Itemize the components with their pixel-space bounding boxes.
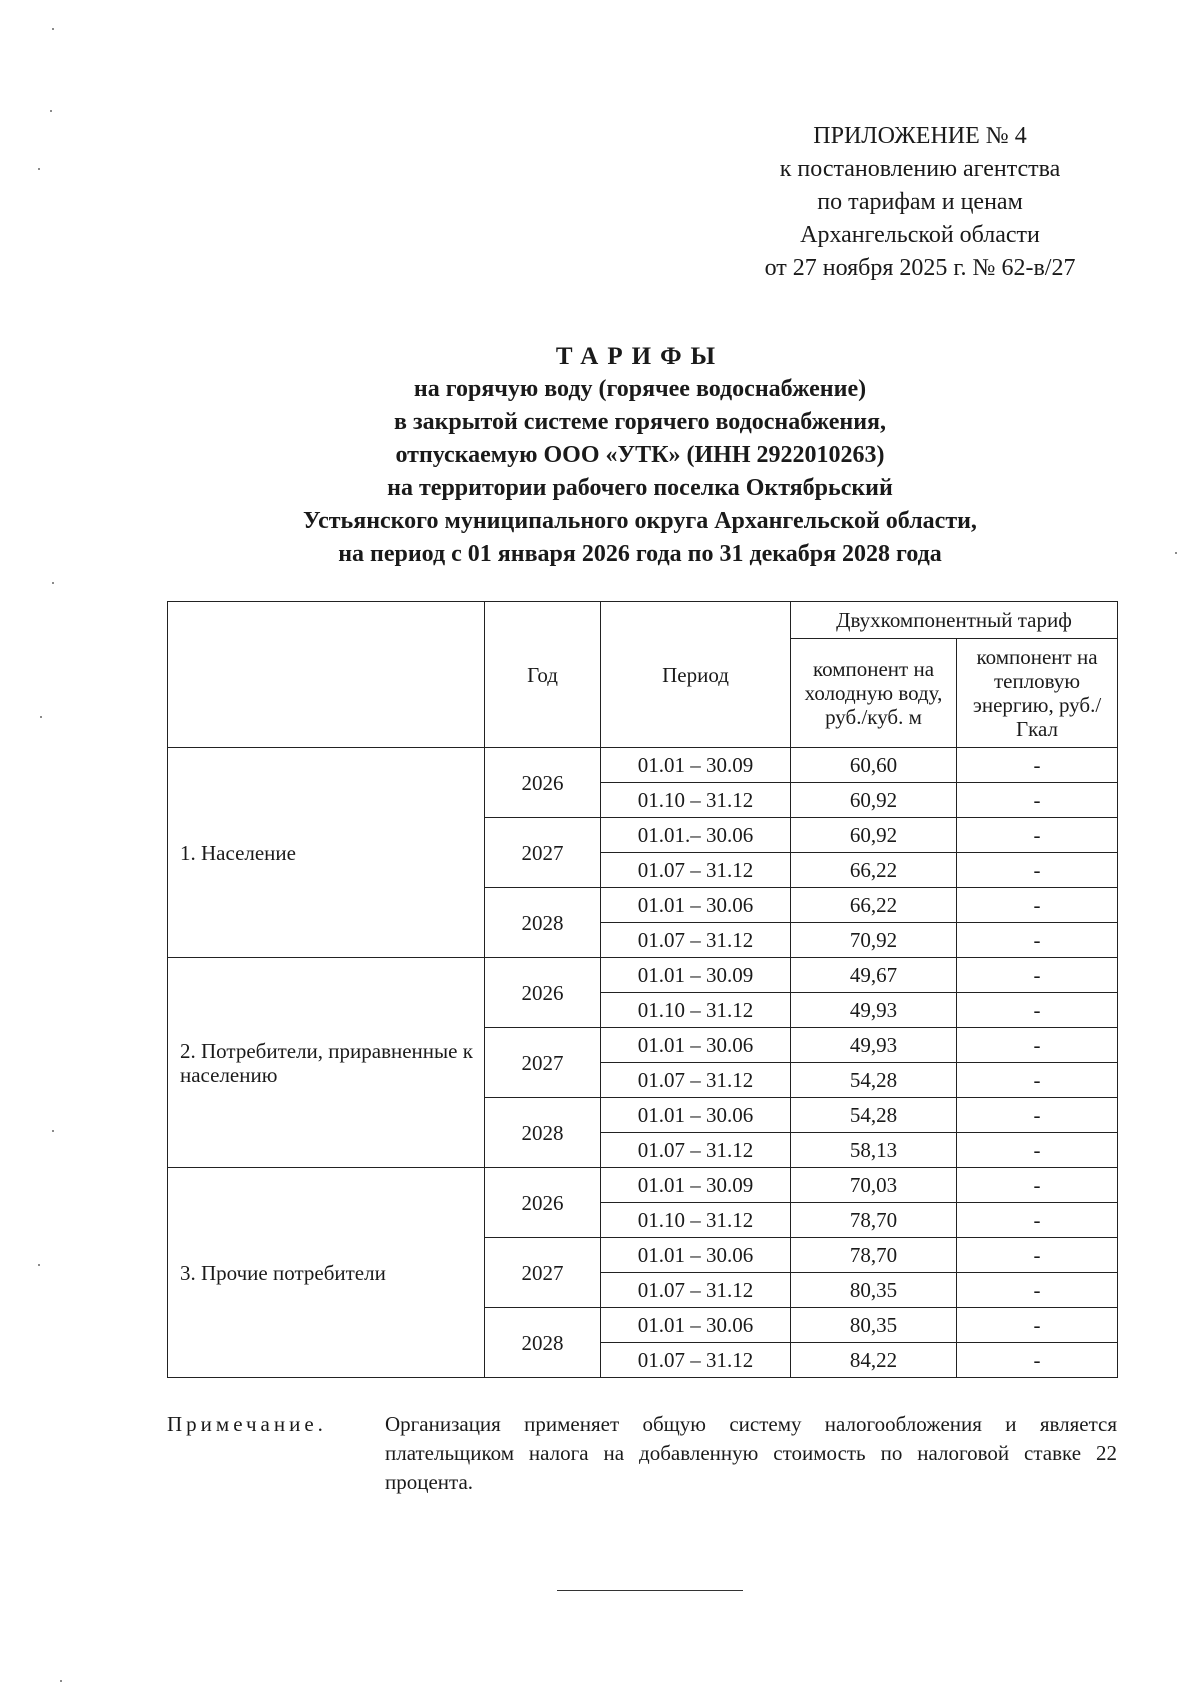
header-group-cell bbox=[168, 602, 485, 748]
appendix-line: от 27 ноября 2025 г. № 62-в/27 bbox=[764, 255, 1076, 281]
scan-speck bbox=[52, 28, 54, 30]
title-line: в закрытой системе горячего водоснабжения, bbox=[393, 409, 887, 435]
cold-water-cell: 78,70 bbox=[791, 1238, 957, 1273]
scan-speck bbox=[52, 1130, 54, 1132]
scan-speck bbox=[1175, 552, 1177, 554]
cold-water-cell: 70,92 bbox=[791, 923, 957, 958]
heat-cell: - bbox=[957, 1238, 1118, 1273]
year-cell: 2027 bbox=[485, 1028, 601, 1098]
period-cell: 01.01 – 30.06 bbox=[601, 1098, 791, 1133]
appendix-line: ПРИЛОЖЕНИЕ № 4 bbox=[813, 123, 1027, 149]
cold-water-cell: 49,93 bbox=[791, 993, 957, 1028]
header-cold-water: компонент на холодную воду, руб./куб. м bbox=[791, 639, 957, 748]
heat-cell: - bbox=[957, 1343, 1118, 1378]
year-cell: 2028 bbox=[485, 1098, 601, 1168]
year-cell: 2026 bbox=[485, 748, 601, 818]
header-year: Год bbox=[485, 602, 601, 748]
year-cell: 2028 bbox=[485, 1308, 601, 1378]
heat-cell: - bbox=[957, 1203, 1118, 1238]
cold-water-cell: 60,60 bbox=[791, 748, 957, 783]
heat-cell: - bbox=[957, 1168, 1118, 1203]
cold-water-cell: 54,28 bbox=[791, 1098, 957, 1133]
document-title bbox=[160, 340, 1120, 571]
cold-water-cell: 54,28 bbox=[791, 1063, 957, 1098]
period-cell: 01.07 – 31.12 bbox=[601, 1063, 791, 1098]
title-line: на горячую воду (горячее водоснабжение) bbox=[413, 376, 867, 402]
cold-water-cell: 66,22 bbox=[791, 853, 957, 888]
appendix-line: по тарифам и ценам bbox=[817, 189, 1023, 215]
year-cell: 2028 bbox=[485, 888, 601, 958]
consumer-group: 1. Население bbox=[168, 748, 485, 958]
header-period: Период bbox=[601, 602, 791, 748]
period-cell: 01.01 – 30.09 bbox=[601, 1168, 791, 1203]
appendix-line: к постановлению агентства bbox=[779, 156, 1061, 182]
title-line: отпускаемую ООО «УТК» (ИНН 2922010263) bbox=[395, 442, 885, 468]
heat-cell: - bbox=[957, 923, 1118, 958]
scan-speck bbox=[40, 716, 42, 718]
period-cell: 01.07 – 31.12 bbox=[601, 853, 791, 888]
title-main: ТАРИФЫ bbox=[555, 343, 725, 370]
scan-speck bbox=[52, 582, 54, 584]
period-cell: 01.07 – 31.12 bbox=[601, 1273, 791, 1308]
cold-water-cell: 58,13 bbox=[791, 1133, 957, 1168]
cold-water-cell: 80,35 bbox=[791, 1273, 957, 1308]
title-line: Устьянского муниципального округа Архангельской области, bbox=[303, 508, 977, 534]
scan-speck bbox=[38, 168, 40, 170]
period-cell: 01.10 – 31.12 bbox=[601, 1203, 791, 1238]
note-text: Организация применяет общую систему налогообложения и является плательщиком налога на добавленную стоимость по налоговой ставке 22 процента. bbox=[385, 1412, 1117, 1494]
period-cell: 01.01 – 30.06 bbox=[601, 1308, 791, 1343]
year-cell: 2026 bbox=[485, 958, 601, 1028]
heat-cell: - bbox=[957, 958, 1118, 993]
period-cell: 01.01 – 30.06 bbox=[601, 888, 791, 923]
header-heat: компонент на тепловую энергию, руб./Гкал bbox=[957, 639, 1118, 748]
period-cell: 01.01.– 30.06 bbox=[601, 818, 791, 853]
heat-cell: - bbox=[957, 853, 1118, 888]
period-cell: 01.01 – 30.06 bbox=[601, 1028, 791, 1063]
heat-cell: - bbox=[957, 1028, 1118, 1063]
cold-water-cell: 60,92 bbox=[791, 818, 957, 853]
title-line: на территории рабочего поселка Октябрьский bbox=[387, 475, 893, 501]
period-cell: 01.10 – 31.12 bbox=[601, 783, 791, 818]
cold-water-cell: 49,67 bbox=[791, 958, 957, 993]
table-row bbox=[168, 748, 1118, 783]
cold-water-cell: 84,22 bbox=[791, 1343, 957, 1378]
scan-speck bbox=[50, 110, 52, 112]
heat-cell: - bbox=[957, 783, 1118, 818]
cold-water-cell: 78,70 bbox=[791, 1203, 957, 1238]
header-two-component: Двухкомпонентный тариф bbox=[791, 602, 1118, 639]
consumer-group: 3. Прочие потребители bbox=[168, 1168, 485, 1378]
appendix-header bbox=[700, 120, 1140, 285]
heat-cell: - bbox=[957, 1063, 1118, 1098]
scan-speck bbox=[38, 1264, 40, 1266]
consumer-group: 2. Потребители, приравненные к населению bbox=[168, 958, 485, 1168]
year-cell: 2027 bbox=[485, 818, 601, 888]
heat-cell: - bbox=[957, 1273, 1118, 1308]
period-cell: 01.01 – 30.06 bbox=[601, 1238, 791, 1273]
table-row bbox=[168, 1168, 1118, 1203]
table-row bbox=[168, 958, 1118, 993]
heat-cell: - bbox=[957, 818, 1118, 853]
period-cell: 01.01 – 30.09 bbox=[601, 958, 791, 993]
heat-cell: - bbox=[957, 1098, 1118, 1133]
cold-water-cell: 60,92 bbox=[791, 783, 957, 818]
cold-water-cell: 80,35 bbox=[791, 1308, 957, 1343]
title-line: на период с 01 января 2026 года по 31 декабря 2028 года bbox=[338, 541, 942, 567]
tariff-table-body bbox=[168, 748, 1118, 1378]
period-cell: 01.01 – 30.09 bbox=[601, 748, 791, 783]
year-cell: 2026 bbox=[485, 1168, 601, 1238]
heat-cell: - bbox=[957, 1133, 1118, 1168]
scan-speck bbox=[60, 1680, 62, 1682]
note-label: Примечание. bbox=[167, 1412, 327, 1436]
cold-water-cell: 70,03 bbox=[791, 1168, 957, 1203]
tariff-table bbox=[167, 601, 1118, 1378]
year-cell: 2027 bbox=[485, 1238, 601, 1308]
heat-cell: - bbox=[957, 1308, 1118, 1343]
heat-cell: - bbox=[957, 888, 1118, 923]
heat-cell: - bbox=[957, 993, 1118, 1028]
period-cell: 01.10 – 31.12 bbox=[601, 993, 791, 1028]
heat-cell: - bbox=[957, 748, 1118, 783]
period-cell: 01.07 – 31.12 bbox=[601, 1343, 791, 1378]
cold-water-cell: 66,22 bbox=[791, 888, 957, 923]
closing-rule bbox=[557, 1590, 743, 1591]
period-cell: 01.07 – 31.12 bbox=[601, 923, 791, 958]
period-cell: 01.07 – 31.12 bbox=[601, 1133, 791, 1168]
cold-water-cell: 49,93 bbox=[791, 1028, 957, 1063]
appendix-line: Архангельской области bbox=[800, 222, 1040, 248]
